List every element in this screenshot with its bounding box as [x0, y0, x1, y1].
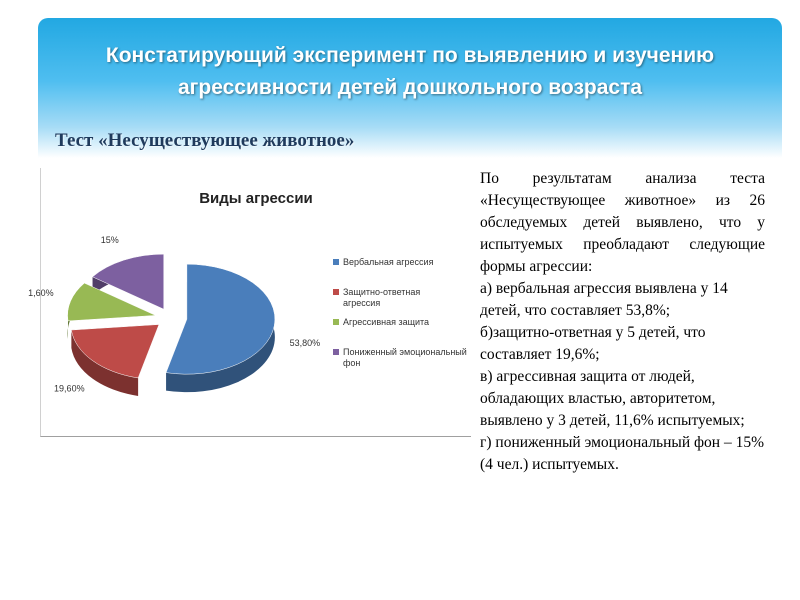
data-label: 19,60%: [54, 383, 85, 394]
legend-entry: Агрессивная защита: [343, 317, 430, 327]
legend-swatch: [333, 259, 339, 265]
chart-title: Виды агрессии: [199, 190, 313, 207]
data-label: 1,60%: [28, 288, 54, 299]
analysis-text: [480, 168, 765, 476]
item-defensive: б)защитно-ответная у 5 детей, что составляет 19,6%;: [480, 324, 706, 363]
item-low-mood: г) пониженный эмоциональный фон – 15% (4 чел.) испытуемых.: [480, 434, 764, 473]
pie-chart: [28, 168, 471, 437]
intro-paragraph: По результатам анализа теста «Несуществующее животное» из 26 обследуемых детей выявлено, что у испытуемых преобладают следующие формы агрессии:: [480, 170, 765, 275]
legend-entry: Защитно-ответная агрессия: [343, 287, 421, 308]
data-label: 53,80%: [289, 338, 321, 349]
legend-entry: Вербальная агрессия: [343, 257, 434, 267]
legend: [333, 257, 467, 368]
legend-swatch: [333, 349, 339, 355]
legend-swatch: [333, 319, 339, 325]
data-label: 15%: [100, 235, 119, 246]
legend-swatch: [333, 289, 339, 295]
pie-chart-svg: [28, 168, 471, 436]
slide-title: Констатирующий эксперимент по выявлению и изучению агрессивности детей дошкольного возраста: [105, 44, 715, 99]
item-aggressive-defense: в) агрессивная защита от людей, обладающих властью, авторитетом, выявлено у 3 детей, 11,6% испытуемых;: [480, 368, 745, 429]
item-verbal: а) вербальная агрессия выявлена у 14 детей, что составляет 53,8%;: [480, 280, 728, 319]
pie-layer: [68, 254, 275, 396]
slide-subtitle: Тест «Несуществующее животное»: [55, 130, 355, 151]
legend-entry: Пониженный эмоциональный фон: [343, 347, 467, 368]
